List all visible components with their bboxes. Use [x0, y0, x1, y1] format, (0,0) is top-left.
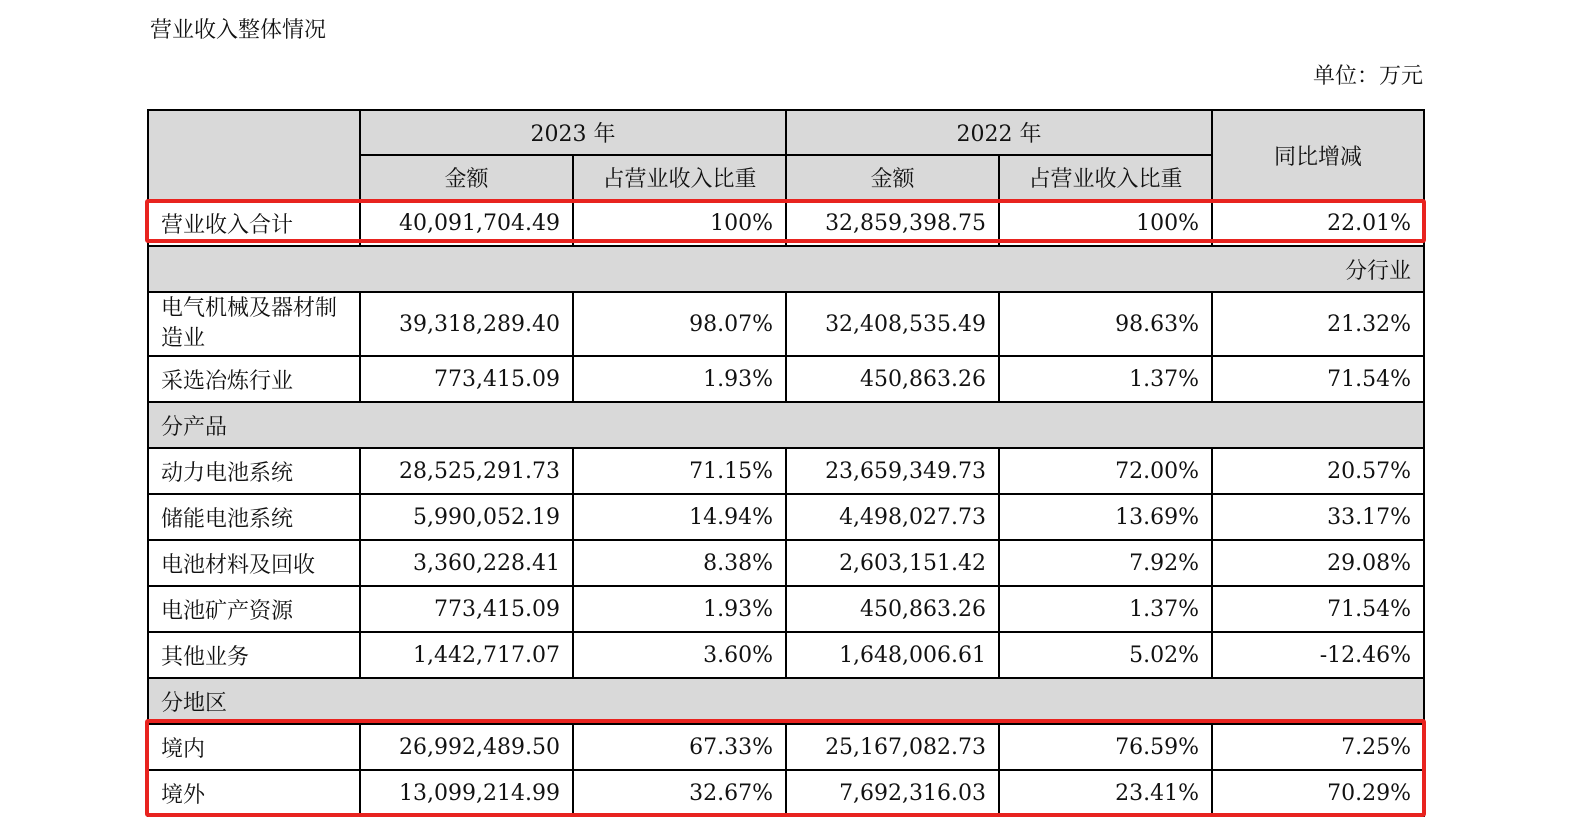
- table-row: [148, 770, 1424, 816]
- section-label-product: 分产品: [148, 402, 1424, 448]
- yoy-change: 33.17%: [1212, 494, 1424, 540]
- yoy-change: 22.01%: [1212, 200, 1424, 246]
- header-year-2023: 2023 年: [360, 110, 786, 155]
- table-row: [148, 632, 1424, 678]
- amount-2022: 25,167,082.73: [786, 724, 999, 770]
- header-yoy: 同比增减: [1212, 110, 1424, 200]
- revenue-table: [147, 109, 1425, 817]
- share-2023: 1.93%: [573, 586, 786, 632]
- share-2023: 14.94%: [573, 494, 786, 540]
- table-row: [148, 356, 1424, 402]
- share-2022: 13.69%: [999, 494, 1212, 540]
- table-row: [148, 448, 1424, 494]
- header-amount-2023: 金额: [360, 155, 573, 200]
- share-2023: 32.67%: [573, 770, 786, 816]
- table-row: [148, 724, 1424, 770]
- section-row-industry: [148, 246, 1424, 292]
- amount-2023: 773,415.09: [360, 586, 573, 632]
- row-label: 境外: [148, 770, 360, 816]
- share-2022: 23.41%: [999, 770, 1212, 816]
- yoy-change: 29.08%: [1212, 540, 1424, 586]
- share-2022: 100%: [999, 200, 1212, 246]
- row-label: 电池矿产资源: [148, 586, 360, 632]
- row-label: 动力电池系统: [148, 448, 360, 494]
- row-label: 电气机械及器材制造业: [148, 292, 360, 356]
- table-row-total: [148, 200, 1424, 246]
- amount-2023: 5,990,052.19: [360, 494, 573, 540]
- share-2022: 7.92%: [999, 540, 1212, 586]
- amount-2023: 39,318,289.40: [360, 292, 573, 356]
- amount-2023: 1,442,717.07: [360, 632, 573, 678]
- amount-2022: 32,408,535.49: [786, 292, 999, 356]
- amount-2022: 7,692,316.03: [786, 770, 999, 816]
- yoy-change: 71.54%: [1212, 356, 1424, 402]
- amount-2023: 40,091,704.49: [360, 200, 573, 246]
- amount-2022: 4,498,027.73: [786, 494, 999, 540]
- amount-2023: 3,360,228.41: [360, 540, 573, 586]
- amount-2022: 450,863.26: [786, 356, 999, 402]
- share-2023: 100%: [573, 200, 786, 246]
- share-2022: 98.63%: [999, 292, 1212, 356]
- header-blank-cell: [148, 110, 360, 200]
- yoy-change: 20.57%: [1212, 448, 1424, 494]
- table-row: [148, 540, 1424, 586]
- share-2023: 1.93%: [573, 356, 786, 402]
- page-title: 营业收入整体情况: [150, 18, 327, 43]
- yoy-change: 71.54%: [1212, 586, 1424, 632]
- row-label: 其他业务: [148, 632, 360, 678]
- table-row: [148, 494, 1424, 540]
- share-2022: 76.59%: [999, 724, 1212, 770]
- share-2023: 3.60%: [573, 632, 786, 678]
- section-row-region: [148, 678, 1424, 724]
- header-share-2023: 占营业收入比重: [573, 155, 786, 200]
- section-row-product: [148, 402, 1424, 448]
- table-row: [148, 586, 1424, 632]
- yoy-change: 70.29%: [1212, 770, 1424, 816]
- share-2023: 71.15%: [573, 448, 786, 494]
- header-share-2022: 占营业收入比重: [999, 155, 1212, 200]
- yoy-change: 7.25%: [1212, 724, 1424, 770]
- amount-2023: 28,525,291.73: [360, 448, 573, 494]
- section-label-region: 分地区: [148, 678, 1424, 724]
- share-2022: 5.02%: [999, 632, 1212, 678]
- section-label-industry: 分行业: [148, 246, 1424, 292]
- yoy-change: -12.46%: [1212, 632, 1424, 678]
- row-label: 电池材料及回收: [148, 540, 360, 586]
- share-2023: 8.38%: [573, 540, 786, 586]
- share-2022: 72.00%: [999, 448, 1212, 494]
- amount-2022: 32,859,398.75: [786, 200, 999, 246]
- share-2023: 98.07%: [573, 292, 786, 356]
- row-label: 采选冶炼行业: [148, 356, 360, 402]
- yoy-change: 21.32%: [1212, 292, 1424, 356]
- header-amount-2022: 金额: [786, 155, 999, 200]
- row-label: 境内: [148, 724, 360, 770]
- amount-2022: 1,648,006.61: [786, 632, 999, 678]
- amount-2023: 773,415.09: [360, 356, 573, 402]
- table-row: [148, 292, 1424, 356]
- amount-2022: 450,863.26: [786, 586, 999, 632]
- row-label: 营业收入合计: [148, 200, 360, 246]
- share-2022: 1.37%: [999, 356, 1212, 402]
- amount-2022: 2,603,151.42: [786, 540, 999, 586]
- row-label: 储能电池系统: [148, 494, 360, 540]
- amount-2023: 13,099,214.99: [360, 770, 573, 816]
- header-year-2022: 2022 年: [786, 110, 1212, 155]
- amount-2023: 26,992,489.50: [360, 724, 573, 770]
- share-2022: 1.37%: [999, 586, 1212, 632]
- share-2023: 67.33%: [573, 724, 786, 770]
- amount-2022: 23,659,349.73: [786, 448, 999, 494]
- unit-label: 单位：万元: [1312, 64, 1423, 89]
